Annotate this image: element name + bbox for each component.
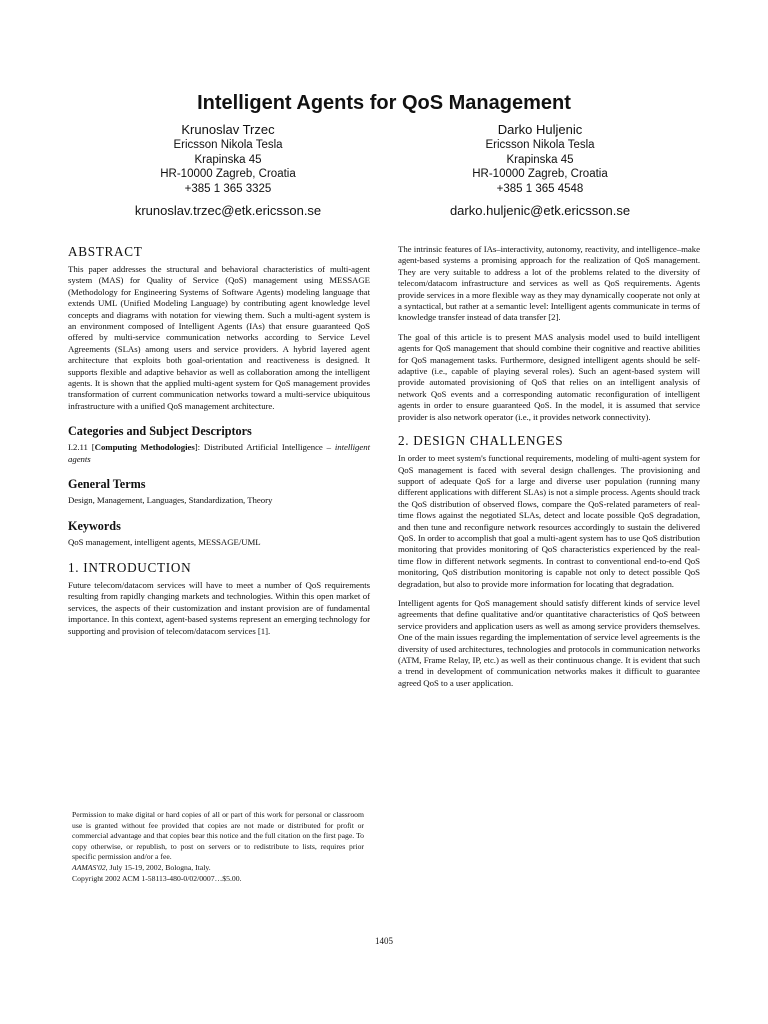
conference-name: AAMAS'02 [72, 862, 106, 872]
author-street: Krapinska 45 [506, 153, 574, 166]
permission-notice: Permission to make digital or hard copies of all or part of this work for personal or classroom use is granted without fee provided that copies are not made or distributed for profit or commercial advantage and that copies bear this notice and the full citation on the first page. To copy otherwise, or republish, to post on servers or to redistribute to lists, requires prior specific permission and/or a fee. [72, 810, 364, 862]
page-number: 1405 [375, 936, 393, 946]
author-city: HR-10000 Zagreb, Croatia [472, 168, 608, 180]
categories-text [68, 442, 370, 465]
conference-details: , July 15-19, 2002, Bologna, Italy. [105, 862, 211, 872]
category-code: I.2.11 [ [68, 442, 95, 453]
categories-heading: Categories and Subject Descriptors [68, 424, 252, 439]
author-name: Krunoslav Trzec [181, 122, 275, 137]
general-terms-heading: General Terms [68, 477, 146, 492]
author-city: HR-10000 Zagreb, Croatia [160, 168, 296, 180]
author-affiliation: Ericsson Nikola Tesla [485, 139, 595, 151]
author-street: Krapinska 45 [194, 153, 262, 166]
section-2-heading: 2. DESIGN CHALLENGES [398, 433, 564, 449]
paper-title: Intelligent Agents for QoS Management [197, 92, 571, 114]
body-paragraph: The intrinsic features of IAs–interactivity, autonomy, reactivity, and intelligence–make agent-based systems a promising approach for the realization of QoS management. They are very suitable to address a lot of the problems related to the diversity of telecom/datacom infrastructure and services as well as QoS requirements. Agents provide services in a more flexible way as they may dynamically cooperate not only at a syntactical, but rather at a semantic level: Intelligent agents communicate in terms of knowledge transfer instead of data transfer [2]. [398, 244, 700, 323]
body-paragraph: The goal of this article is to present MAS analysis model used to build intelligent agents for QoS management that should combine their cognitive and reactive abilities for QoS management tasks. Furthermore, designed intelligent agents should be self-adaptive (i.e., capable of playing several roles). Such an agent-based system will provide automated provisioning of QoS that relies on an intelligent analysis of network QoS events and a corresponding automatic reconfiguration of intelligent agents in order to ensure guaranteed QoS. In the model, it is assumed that service provider is also network operator (i.e., it provides network connectivity). [398, 331, 700, 422]
author-email: krunoslav.trzec@etk.ericsson.se [134, 203, 322, 218]
body-paragraph: Intelligent agents for QoS management should satisfy different kinds of service level agreements that define qualitative and/or quantitative characteristics of QoS between service providers and application users as well as among service providers themselves. One of the main issues regarding the implementation of service level agreements is the diversity of used architectures, technologies and protocols in communication networks (ATM, Frame Relay, IP, etc.) as well as their continuous change. It is evident that such a trend in development of communication networks makes it difficult to guarantee agreed QoS to a user application. [398, 597, 700, 688]
author-block-2 [390, 121, 690, 219]
introduction-text: Future telecom/datacom services will have to meet a number of QoS requirements resulting from rapidly changing markets and technologies. Within this open market of services, the aspects of their customization and instant provision are of fundamental importance. In this context, agent-based systems represent an emerging technology for supporting and provision of telecom/datacom services [1]. [68, 579, 370, 636]
body-paragraph: In order to meet system's functional requirements, modeling of multi-agent system for QoS management is faced with several design challenges. The provisioning and support of adequate QoS for a large and diverse user population (running many different applications with different SLAs) is not a simple process. Agents should track the QoS distribution of observed flows, compare the QoS-related parameters of real-time flows against the negotiated SLAs, detect and locate possible QoS degradation, and then tune and reconfigure network resources accordingly to sustain the delivered QoS. In order to accomplish that goal a multi-agent system has to use QoS distribution monitoring that provides monitoring of QoS characteristics experienced by the real-time flow in different network segments. In contrast to conventional end-to-end QoS monitoring, QoS distribution monitoring is capable not only to detect possible QoS degradation, but also to provide more information for locating that degradation. [398, 453, 700, 589]
keywords-text: QoS management, intelligent agents, MESSAGE/UML [68, 536, 261, 547]
copyright-line: Copyright 2002 ACM 1-58113-480-0/02/0007…$5.00. [72, 873, 242, 883]
right-column [398, 244, 700, 689]
copyright-footnote [72, 810, 364, 884]
author-block-1 [78, 121, 378, 219]
author-affiliation: Ericsson Nikola Tesla [173, 139, 283, 151]
conference-line [72, 863, 364, 874]
category-after: ]: Distributed Artificial Intelligence – [194, 442, 335, 453]
author-name: Darko Huljenic [497, 122, 583, 137]
general-terms-text: Design, Management, Languages, Standardization, Theory [68, 495, 273, 506]
author-email: darko.huljenic@etk.ericsson.se [449, 203, 631, 218]
abstract-text: This paper addresses the structural and behavioral characteristics of multi-agent system (MAS) for Quality of Service (QoS) management using MESSAGE (Methodology for Engineering Systems of Software Agents) modeling language that extends UML (Unified Modeling Language) by contributing agent knowledge level concepts and diagrams with notation for viewing them. Such a multi-agent system is an environment composed of Intelligent Agents (IAs) that ensure guaranteed QoS offered by multi-service communication networks according to Service Level Agreements (SLAs) among users and service providers. A hybrid layered agent architecture that exploits both goal-orientation and reactiveness is designed. It supports flexible and adaptive behavior as well as collaboration among the intelligent agents. It is shown that the applied multi-agent system for QoS management provides transformation of current communication networks toward a multi-service ubiquitous infrastructure with a unified QoS management architecture. [68, 264, 370, 411]
abstract-heading: ABSTRACT [68, 244, 143, 259]
category-bold: Computing Methodologies [94, 442, 195, 453]
introduction-heading: 1. INTRODUCTION [68, 559, 192, 575]
category-italic: intelligent agents [68, 442, 370, 464]
keywords-heading: Keywords [68, 518, 121, 533]
author-phone: +385 1 365 3325 [184, 182, 272, 195]
left-column [68, 244, 370, 637]
author-phone: +385 1 365 4548 [496, 182, 584, 195]
